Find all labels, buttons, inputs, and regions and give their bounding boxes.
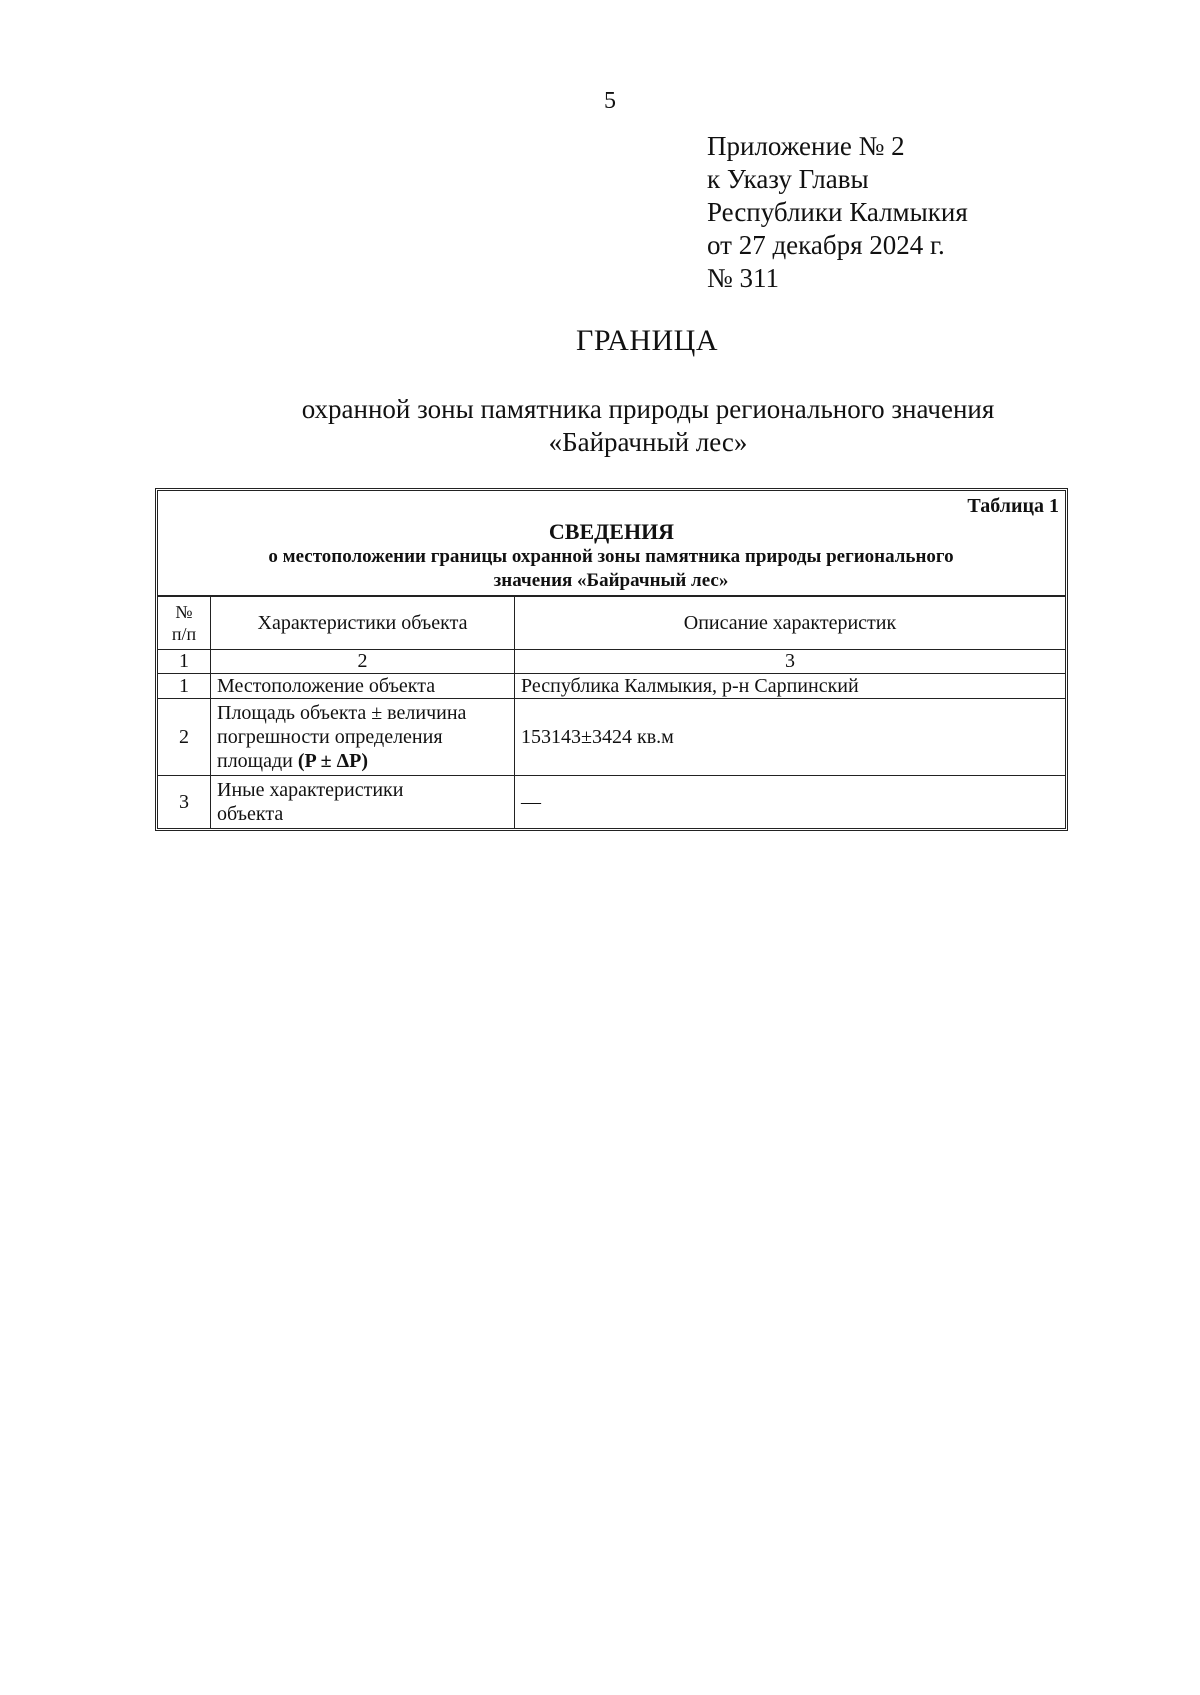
appendix-line: Приложение № 2 [707,131,905,161]
formula-text: (P ± ΔP) [297,750,369,772]
page-number: 5 [604,88,616,114]
row-number: 1 [158,674,211,699]
column-number: 3 [515,650,1066,674]
document-subtitle [283,393,1013,459]
row-number: 2 [158,699,211,776]
table-header-row [158,597,1065,650]
column-number: 2 [211,650,515,674]
characteristic-line: объекта [217,803,284,825]
document-title: ГРАНИЦА [575,324,718,357]
header-number-line: п/п [171,624,197,644]
appendix-line: Республики Калмыкия [707,197,968,227]
caption-line: значения «Байрачный лес» [493,570,729,591]
appendix-block [707,130,968,295]
header-number [158,597,211,650]
row-characteristic [211,674,515,699]
subtitle-line: охранной зоны памятника природы регионального значения [301,394,995,424]
info-table-frame [155,488,1068,831]
caption-line: о местоположении границы охранной зоны памятника природы регионального [268,546,954,567]
column-number: 1 [158,650,211,674]
table-row [158,776,1065,829]
row-description: — [515,776,1066,829]
table-caption [158,491,1065,596]
characteristic-line: Иные характеристики [217,779,404,801]
row-description: 153143±3424 кв.м [515,699,1066,776]
characteristic-text: площади [217,750,298,772]
info-table [158,596,1065,828]
column-number-row [158,650,1065,674]
appendix-line: к Указу Главы [707,164,869,194]
table-number-label: Таблица 1 [967,495,1059,517]
table-row [158,674,1065,699]
appendix-line: от 27 декабря 2024 г. [707,230,945,260]
header-number-line: № [175,602,193,622]
header-description: Описание характеристик [515,597,1066,650]
subtitle-line: «Байрачный лес» [548,427,748,457]
row-number: 3 [158,776,211,829]
row-characteristic [211,776,515,829]
characteristic-line: Местоположение объекта [217,675,436,697]
row-description: Республика Калмыкия, р-н Сарпинский [515,674,1066,699]
row-characteristic [211,699,515,776]
table-caption-title: СВЕДЕНИЯ [548,519,675,544]
characteristic-line: погрешности определения [217,726,443,748]
header-characteristic: Характеристики объекта [211,597,515,650]
table-caption-subtitle [198,545,1024,593]
characteristic-line: Площадь объекта ± величина [217,702,467,724]
characteristic-line [217,749,508,773]
appendix-line: № 311 [707,263,780,293]
table-row [158,699,1065,776]
